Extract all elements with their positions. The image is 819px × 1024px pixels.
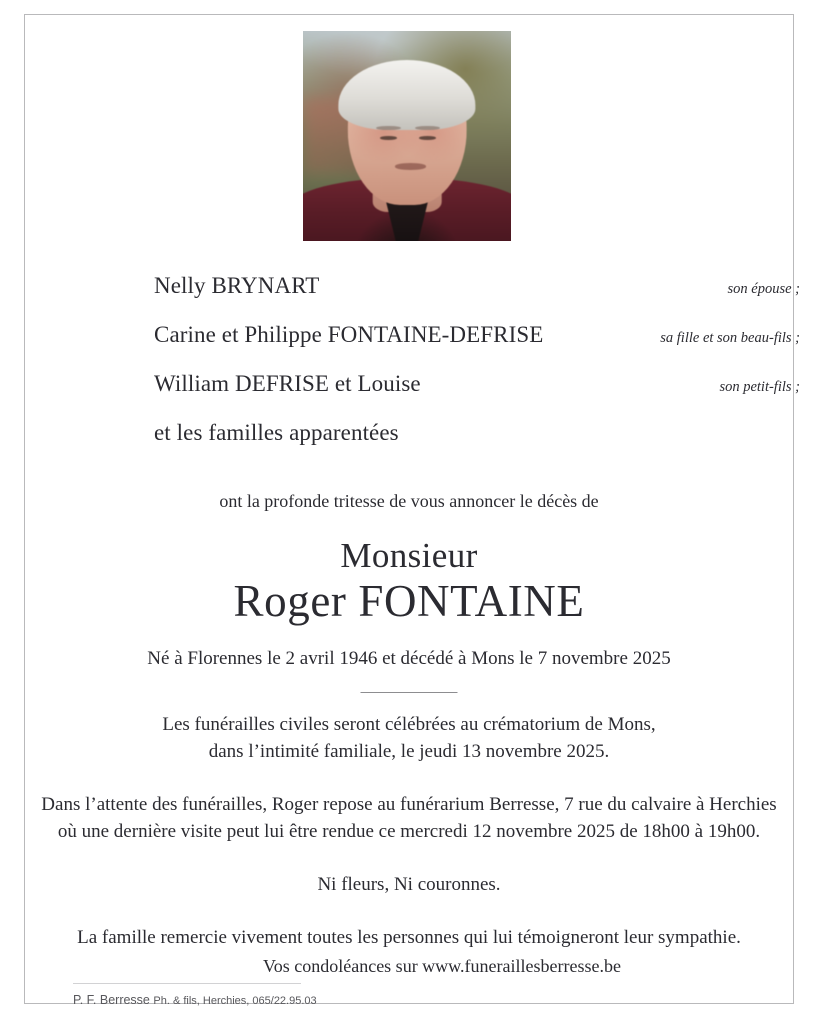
lifespan-line: Né à Florennes le 2 avril 1946 et décédé à Mons le 7 novembre 2025 [147,648,671,669]
condolences-line: Vos condoléances sur www.funeraillesberresse.be [263,956,621,976]
visit-line-1: Dans l’attente des funérailles, Roger repose au funérarium Berresse, 7 rue du calvaire à Herchies [41,793,777,815]
relation-row [154,420,800,448]
relation-name: Carine et Philippe FONTAINE-DEFRISE [154,322,544,347]
deceased-name: Roger FONTAINE [233,576,585,627]
thanks-note: La famille remercie vivement toutes les personnes qui lui témoigneront leur sympathie. [77,926,741,948]
relation-kind: sa fille et son beau-fils ; [660,330,800,346]
relation-row [154,322,800,350]
relation-row [154,371,800,399]
service-line-1: Les funérailles civiles seront célébrées au crématorium de Mons, [162,714,656,735]
portrait-photo [303,31,511,241]
relation-name: Nelly BRYNART [154,273,320,298]
family-relations-list [154,273,800,469]
service-line-2: dans l’intimité familiale, le jeudi 13 novembre 2025. [208,740,610,762]
visit-line-2: où une dernière visite peut lui être rendue ce mercredi 12 novembre 2025 de 18h00 à 19h00. [57,820,761,842]
funeral-home-imprint [73,993,317,1007]
portrait-image [303,31,511,241]
relation-kind: son petit-fils ; [719,379,800,395]
deceased-title: Monsieur [340,536,478,575]
footer-divider [73,983,301,984]
service-details [25,712,793,952]
announcement-lead: ont la profonde tritesse de vous annoncer le décès de [219,491,599,511]
relation-name: William DEFRISE et Louise [154,371,421,396]
relation-kind: son épouse ; [727,281,800,297]
divider-rule [361,692,458,693]
announcement-card [24,14,800,1007]
relation-name: et les familles apparentées [154,420,399,445]
imprint-company: P. F. Berresse [73,993,150,1007]
deceased-block [25,536,793,627]
flowers-note: Ni fleurs, Ni couronnes. [317,873,501,895]
portrait-softening-overlay [303,31,511,241]
imprint-details: Ph. & fils, Herchies, 065/22.95.03 [153,995,317,1007]
relation-row [154,273,800,301]
